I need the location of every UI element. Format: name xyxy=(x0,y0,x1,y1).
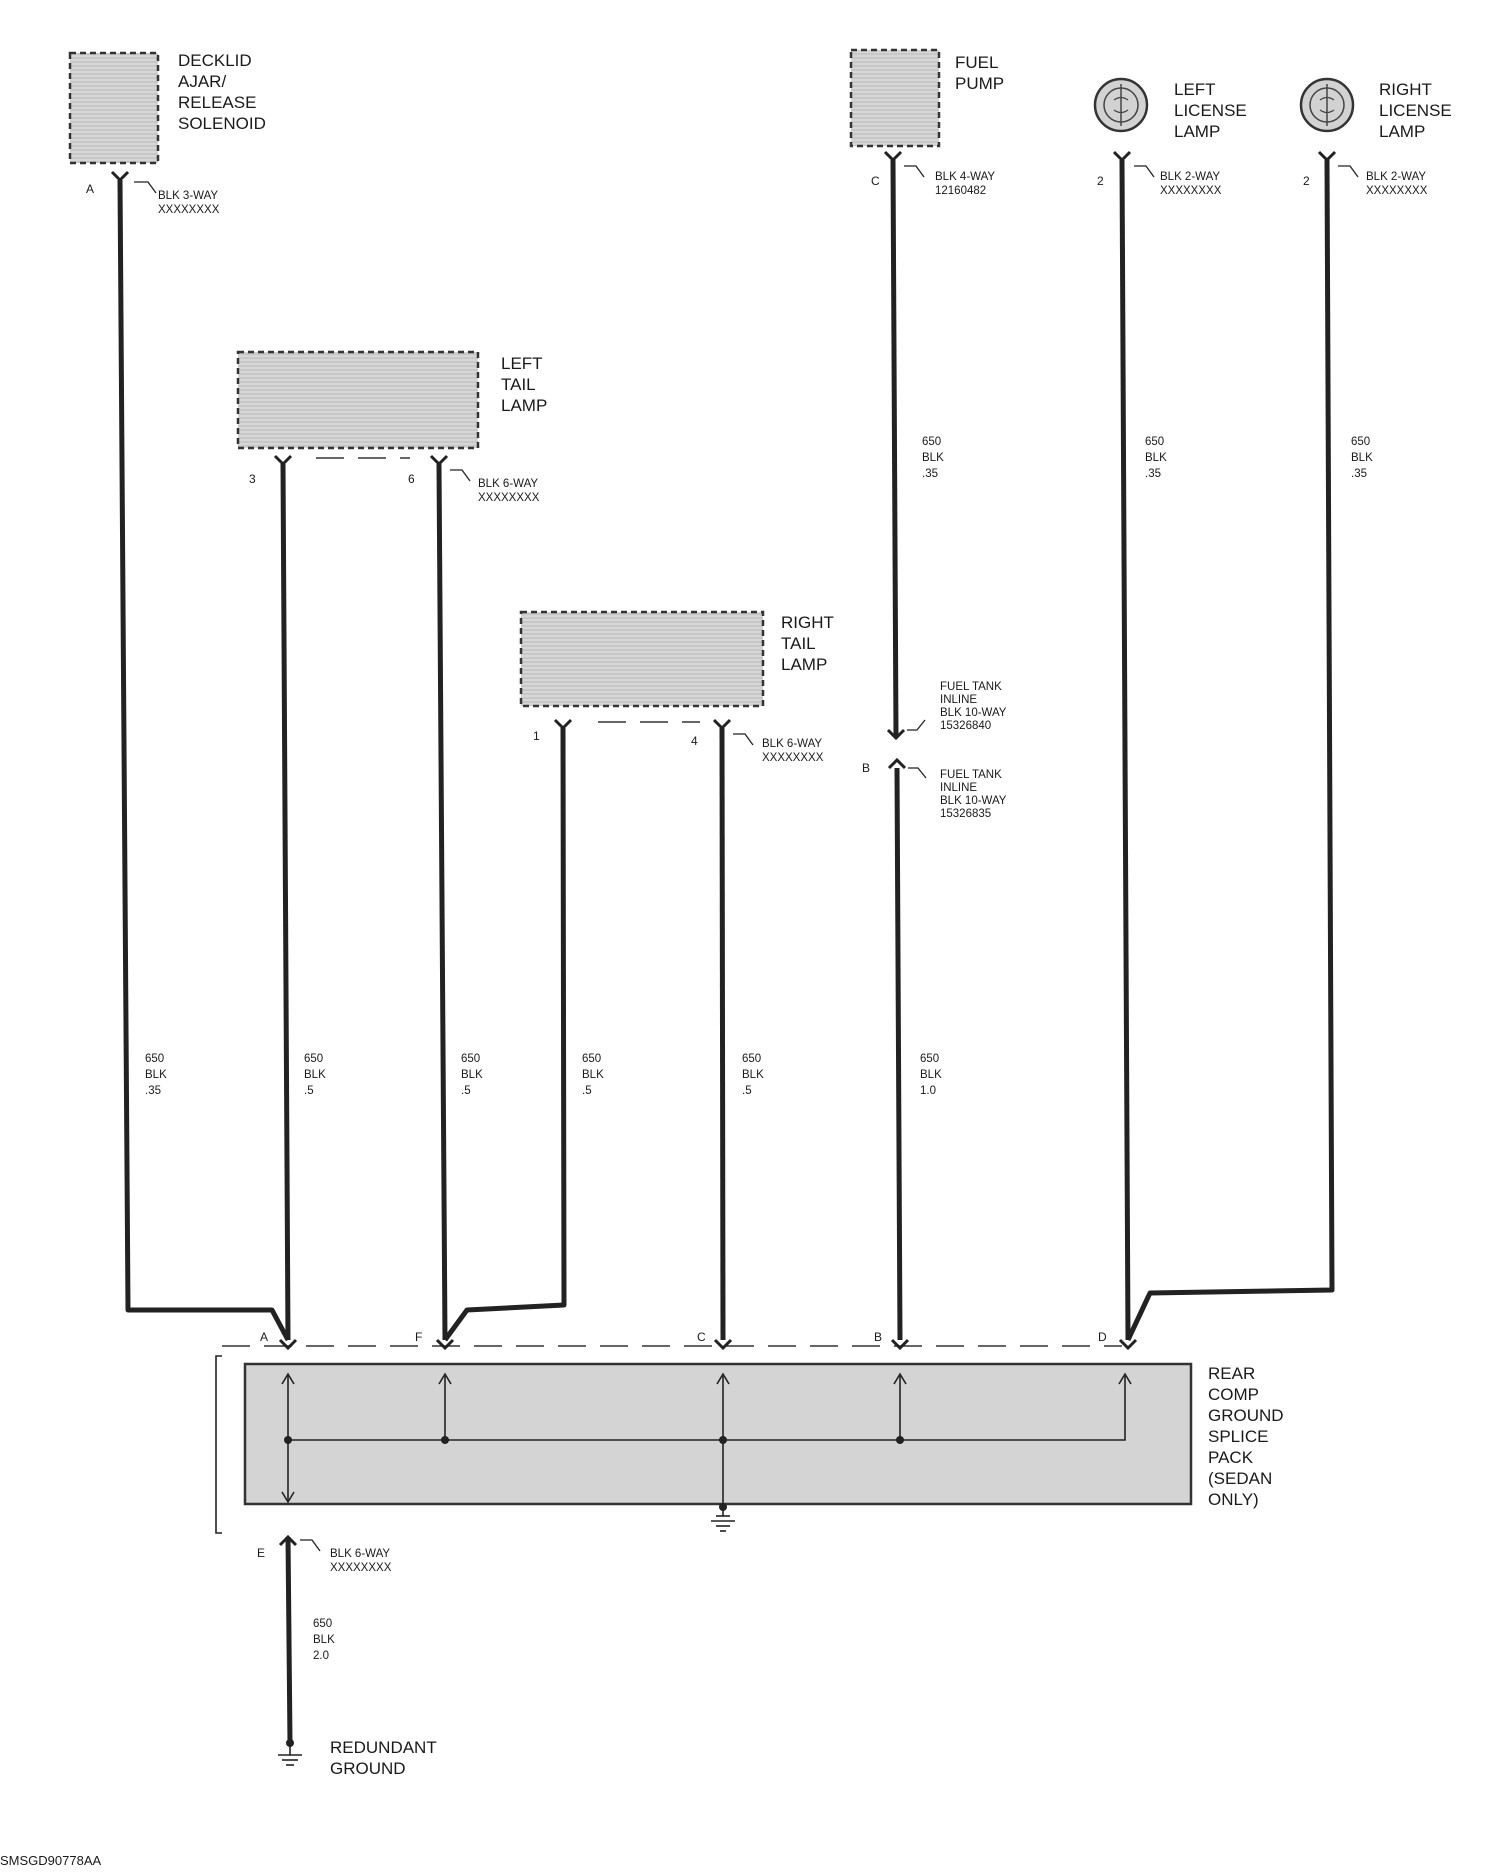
left-tail-lamp xyxy=(238,352,547,448)
wire-label-right-license: 650 BLK .35 xyxy=(1351,436,1373,480)
svg-text:2: 2 xyxy=(1303,174,1310,188)
right-tail-connector-label: BLK 6-WAY XXXXXXXX xyxy=(762,738,824,764)
svg-text:B: B xyxy=(874,1330,883,1344)
wire-ground xyxy=(288,1537,290,1743)
decklid-label: DECKLID AJAR/ RELEASE SOLENOID xyxy=(178,51,266,133)
decklid-connector-label: BLK 3-WAY XXXXXXXX xyxy=(158,190,220,216)
wire-label-fuel-pump: 650 BLK .35 xyxy=(922,436,944,480)
right-license-label: RIGHT LICENSE LAMP xyxy=(1379,80,1452,141)
footer-code: SMSGD90778AA xyxy=(0,1853,102,1868)
wire-right-tail-4 xyxy=(722,728,723,1340)
svg-text:B: B xyxy=(862,761,871,775)
svg-text:E: E xyxy=(257,1546,266,1560)
wire-label-left-tail-3: 650 BLK .5 xyxy=(304,1053,326,1097)
fuel-inline-bottom-label: FUEL TANK INLINE BLK 10-WAY 15326835 xyxy=(940,769,1007,820)
splice-pack-label: REAR COMP GROUND SPLICE PACK (SEDAN ONLY) xyxy=(1208,1364,1284,1509)
redundant-ground-label: REDUNDANT GROUND xyxy=(330,1738,437,1778)
left-tail-label: LEFT TAIL LAMP xyxy=(501,354,548,415)
right-tail-label: RIGHT TAIL LAMP xyxy=(781,613,834,674)
fuel-pump-connector-label: BLK 4-WAY 12160482 xyxy=(935,171,995,197)
wire-label-right-tail-1: 650 BLK .5 xyxy=(582,1053,604,1097)
decklid-solenoid xyxy=(70,51,266,163)
wire-label-left-license: 650 BLK .35 xyxy=(1145,436,1167,480)
left-license-label: LEFT LICENSE LAMP xyxy=(1174,80,1247,141)
left-tail-connector-label: BLK 6-WAY XXXXXXXX xyxy=(478,478,540,504)
right-license-lamp xyxy=(1301,79,1456,141)
svg-text:C: C xyxy=(871,174,880,188)
wire-fuel-pump xyxy=(893,160,896,738)
left-license-connector-label: BLK 2-WAY XXXXXXXX xyxy=(1160,171,1222,197)
svg-text:1: 1 xyxy=(533,729,540,743)
redundant-ground-icon xyxy=(278,1739,302,1765)
ground-splice-pack xyxy=(216,1356,1288,1533)
wire-left-tail-3 xyxy=(283,464,288,1340)
wire-right-license xyxy=(1128,160,1332,1340)
svg-text:4: 4 xyxy=(691,734,698,748)
wire-right-tail-1 xyxy=(445,728,564,1340)
svg-text:6: 6 xyxy=(408,472,415,486)
fuel-pump-label: FUEL PUMP xyxy=(955,53,1005,93)
svg-text:2: 2 xyxy=(1097,174,1104,188)
left-license-lamp xyxy=(1095,79,1251,141)
svg-text:3: 3 xyxy=(249,472,256,486)
wire-left-license xyxy=(1122,160,1128,1340)
wire-label-ground: 650 BLK 2.0 xyxy=(313,1618,335,1662)
wire-fuel-inline xyxy=(897,768,900,1340)
svg-text:A: A xyxy=(86,182,95,196)
right-tail-lamp xyxy=(521,612,838,706)
fuel-inline-top-label: FUEL TANK INLINE BLK 10-WAY 15326840 xyxy=(940,681,1007,732)
wire-label-left-tail-6: 650 BLK .5 xyxy=(461,1053,483,1097)
wire-label-fuel-inline: 650 BLK 1.0 xyxy=(920,1053,942,1097)
wire-label-decklid: 650 BLK .35 xyxy=(145,1053,167,1097)
fuel-pump xyxy=(851,50,1004,146)
svg-text:A: A xyxy=(260,1330,269,1344)
svg-text:F: F xyxy=(415,1330,423,1344)
wire-label-right-tail-4: 650 BLK .5 xyxy=(742,1053,764,1097)
right-license-connector-label: BLK 2-WAY XXXXXXXX xyxy=(1366,171,1428,197)
splice-bottom-connector-label: BLK 6-WAY XXXXXXXX xyxy=(330,1548,392,1574)
svg-text:D: D xyxy=(1098,1330,1107,1344)
svg-text:C: C xyxy=(697,1330,706,1344)
wire-left-tail-6 xyxy=(439,464,445,1340)
